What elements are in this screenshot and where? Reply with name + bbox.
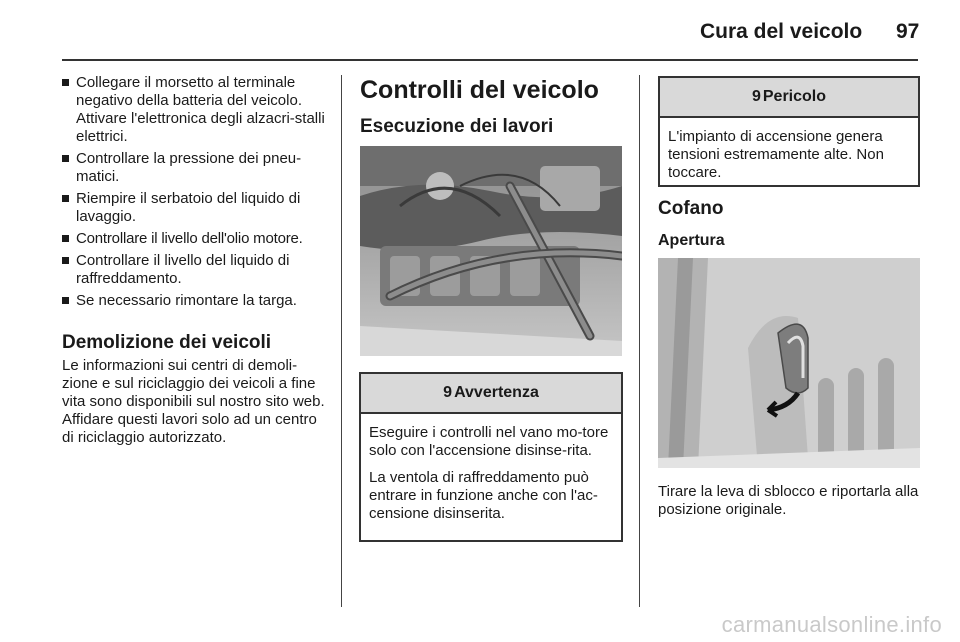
subsection-title: Esecuzione dei lavori [360, 116, 554, 137]
list-item: Se necessario rimontare la targa. [62, 292, 330, 310]
list-item: Riempire il serbatoio del liquido di lavaggio. [62, 190, 330, 226]
danger-text: L'impianto di accensione genera tensioni estremamente alte. Non toccare. [668, 128, 884, 181]
list-item: Controllare il livello del liquido di raffreddamento. [62, 252, 330, 288]
danger-body [660, 118, 918, 192]
danger-title: Pericolo [762, 88, 827, 105]
bullet-square-icon [62, 257, 69, 264]
header-rule [62, 59, 918, 61]
bullet-square-icon [62, 79, 69, 86]
checklist [62, 74, 330, 310]
warning-title: Avvertenza [454, 384, 539, 401]
lever-caption: Tirare la leva di sblocco e riportarla alla posizione originale. [658, 483, 919, 518]
section-title: Demolizione dei veicoli [62, 332, 272, 353]
column-divider-right [639, 75, 640, 607]
apertura-title: Apertura [658, 232, 725, 249]
column-divider-left [341, 75, 342, 607]
bullet-square-icon [62, 155, 69, 162]
hood-release-lever-image [658, 258, 920, 468]
page-header [0, 0, 960, 62]
middle-column [360, 76, 622, 138]
page-title: Controlli del veicolo [360, 76, 599, 104]
bullet-square-icon [62, 235, 69, 242]
danger-triangle-icon: 9 [751, 88, 761, 105]
bullet-square-icon [62, 195, 69, 202]
list-item: Controllare il livello dell'olio motore. [62, 230, 330, 248]
list-item: Controllare la pressione dei pneu-matici. [62, 150, 330, 186]
left-column [62, 74, 330, 447]
engine-bay-image [360, 146, 622, 356]
bullet-square-icon [62, 297, 69, 304]
warning-paragraph: La ventola di raffreddamento può entrare in funzione anche con l'ac-censione disinserita. [369, 469, 598, 522]
section-text: Le informazioni sui centri di demoli-zione e sul riciclaggio dei veicoli a fine vita sono disponibili sul nostro sito web. Affidare questi lavori solo ad un centro di riciclaggio autorizzato. [62, 357, 325, 446]
list-item: Collegare il morsetto al terminale negativo della batteria del veicolo. Attivare l'elettronica degli alzacri-stalli elettrici. [62, 74, 330, 146]
watermark[interactable]: carmanualsonline.info [721, 612, 942, 637]
warning-paragraph: Eseguire i controlli nel vano mo-tore solo con l'accensione disinse-rita. [369, 424, 609, 459]
page-number: 97 [896, 20, 920, 43]
danger-box [658, 76, 920, 187]
warning-body [361, 414, 621, 533]
header-title: Cura del veicolo [700, 20, 863, 43]
warning-header [361, 374, 621, 414]
danger-header [660, 78, 918, 118]
warning-triangle-icon: 9 [443, 384, 453, 401]
warning-box [359, 372, 623, 542]
cofano-title: Cofano [658, 198, 724, 219]
